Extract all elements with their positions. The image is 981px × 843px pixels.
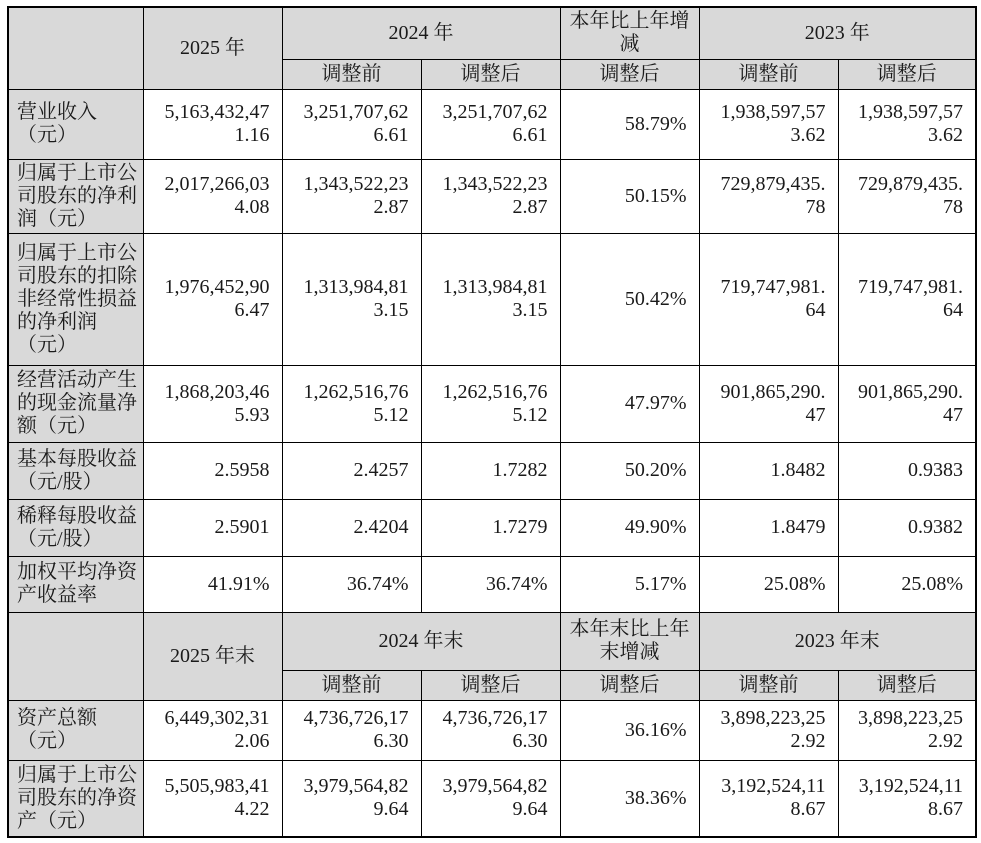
header-year-2023-group: 2023 年 bbox=[699, 7, 976, 59]
header-year-2025: 2025 年 bbox=[143, 7, 282, 89]
value-cell: 1,938,597,573.62 bbox=[699, 89, 838, 159]
header-yearend-2024-group: 2024 年末 bbox=[282, 612, 560, 670]
value-cell: 1,343,522,232.87 bbox=[421, 159, 560, 233]
value-cell: 1,262,516,765.12 bbox=[421, 365, 560, 442]
value-cell: 5,505,983,414.22 bbox=[143, 760, 282, 837]
value-cell: 1.7279 bbox=[421, 499, 560, 556]
subheader-2024-post: 调整后 bbox=[421, 670, 560, 700]
table-row bbox=[8, 365, 976, 442]
value-cell: 3,898,223,252.92 bbox=[699, 700, 838, 760]
financial-summary-table bbox=[7, 6, 977, 838]
value-cell: 901,865,290.47 bbox=[699, 365, 838, 442]
value-cell: 4,736,726,176.30 bbox=[282, 700, 421, 760]
table-row bbox=[8, 499, 976, 556]
header-row-years bbox=[8, 7, 976, 59]
subheader-2023-post: 调整后 bbox=[838, 670, 976, 700]
row-label: 加权平均净资产收益率 bbox=[8, 556, 143, 612]
percent-cell: 47.97% bbox=[560, 365, 699, 442]
percent-cell: 25.08% bbox=[838, 556, 976, 612]
percent-cell: 38.36% bbox=[560, 760, 699, 837]
corner-cell bbox=[8, 7, 143, 89]
percent-cell: 36.16% bbox=[560, 700, 699, 760]
percent-cell: 49.90% bbox=[560, 499, 699, 556]
table-row bbox=[8, 233, 976, 365]
value-cell: 1.8479 bbox=[699, 499, 838, 556]
value-cell: 1,343,522,232.87 bbox=[282, 159, 421, 233]
subheader-2023-pre: 调整前 bbox=[699, 59, 838, 89]
value-cell: 3,979,564,829.64 bbox=[282, 760, 421, 837]
percent-cell: 58.79% bbox=[560, 89, 699, 159]
header-yearend-2023-group: 2023 年末 bbox=[699, 612, 976, 670]
value-cell: 719,747,981.64 bbox=[838, 233, 976, 365]
row-label: 基本每股收益（元/股） bbox=[8, 442, 143, 499]
header-yearend-2025: 2025 年末 bbox=[143, 612, 282, 700]
value-cell: 0.9382 bbox=[838, 499, 976, 556]
value-cell: 1,938,597,573.62 bbox=[838, 89, 976, 159]
percent-cell: 50.20% bbox=[560, 442, 699, 499]
header-row-yearend bbox=[8, 612, 976, 670]
percent-cell: 36.74% bbox=[421, 556, 560, 612]
percent-cell: 5.17% bbox=[560, 556, 699, 612]
corner-cell bbox=[8, 612, 143, 700]
value-cell: 2.4257 bbox=[282, 442, 421, 499]
value-cell: 6,449,302,312.06 bbox=[143, 700, 282, 760]
table-row bbox=[8, 556, 976, 612]
value-cell: 3,192,524,118.67 bbox=[699, 760, 838, 837]
subheader-2024-pre: 调整前 bbox=[282, 670, 421, 700]
table-row bbox=[8, 760, 976, 837]
value-cell: 3,251,707,626.61 bbox=[282, 89, 421, 159]
value-cell: 729,879,435.78 bbox=[838, 159, 976, 233]
subheader-2024-post: 调整后 bbox=[421, 59, 560, 89]
row-label: 归属于上市公司股东的扣除非经常性损益的净利润（元） bbox=[8, 233, 143, 365]
row-label: 稀释每股收益（元/股） bbox=[8, 499, 143, 556]
percent-cell: 25.08% bbox=[699, 556, 838, 612]
value-cell: 1,868,203,465.93 bbox=[143, 365, 282, 442]
value-cell: 719,747,981.64 bbox=[699, 233, 838, 365]
value-cell: 1,976,452,906.47 bbox=[143, 233, 282, 365]
table-row bbox=[8, 159, 976, 233]
value-cell: 2.5901 bbox=[143, 499, 282, 556]
table-row bbox=[8, 89, 976, 159]
value-cell: 5,163,432,471.16 bbox=[143, 89, 282, 159]
value-cell: 2,017,266,034.08 bbox=[143, 159, 282, 233]
row-label: 营业收入（元） bbox=[8, 89, 143, 159]
subheader-change-post: 调整后 bbox=[560, 670, 699, 700]
subheader-change-post: 调整后 bbox=[560, 59, 699, 89]
header-yearend-change: 本年末比上年末增减 bbox=[560, 612, 699, 670]
table-row bbox=[8, 442, 976, 499]
percent-cell: 41.91% bbox=[143, 556, 282, 612]
row-label: 资产总额（元） bbox=[8, 700, 143, 760]
header-year-2024-group: 2024 年 bbox=[282, 7, 560, 59]
value-cell: 3,898,223,252.92 bbox=[838, 700, 976, 760]
value-cell: 1,262,516,765.12 bbox=[282, 365, 421, 442]
value-cell: 3,192,524,118.67 bbox=[838, 760, 976, 837]
value-cell: 0.9383 bbox=[838, 442, 976, 499]
value-cell: 4,736,726,176.30 bbox=[421, 700, 560, 760]
row-label: 经营活动产生的现金流量净额（元） bbox=[8, 365, 143, 442]
subheader-2024-pre: 调整前 bbox=[282, 59, 421, 89]
value-cell: 3,979,564,829.64 bbox=[421, 760, 560, 837]
value-cell: 2.4204 bbox=[282, 499, 421, 556]
value-cell: 2.5958 bbox=[143, 442, 282, 499]
row-label: 归属于上市公司股东的净资产（元） bbox=[8, 760, 143, 837]
percent-cell: 50.15% bbox=[560, 159, 699, 233]
value-cell: 901,865,290.47 bbox=[838, 365, 976, 442]
value-cell: 1.8482 bbox=[699, 442, 838, 499]
header-yoy-change: 本年比上年增减 bbox=[560, 7, 699, 59]
percent-cell: 36.74% bbox=[282, 556, 421, 612]
value-cell: 729,879,435.78 bbox=[699, 159, 838, 233]
row-label: 归属于上市公司股东的净利润（元） bbox=[8, 159, 143, 233]
subheader-2023-post: 调整后 bbox=[838, 59, 976, 89]
value-cell: 1,313,984,813.15 bbox=[282, 233, 421, 365]
subheader-2023-pre: 调整前 bbox=[699, 670, 838, 700]
value-cell: 1,313,984,813.15 bbox=[421, 233, 560, 365]
value-cell: 3,251,707,626.61 bbox=[421, 89, 560, 159]
value-cell: 1.7282 bbox=[421, 442, 560, 499]
percent-cell: 50.42% bbox=[560, 233, 699, 365]
table-row bbox=[8, 700, 976, 760]
